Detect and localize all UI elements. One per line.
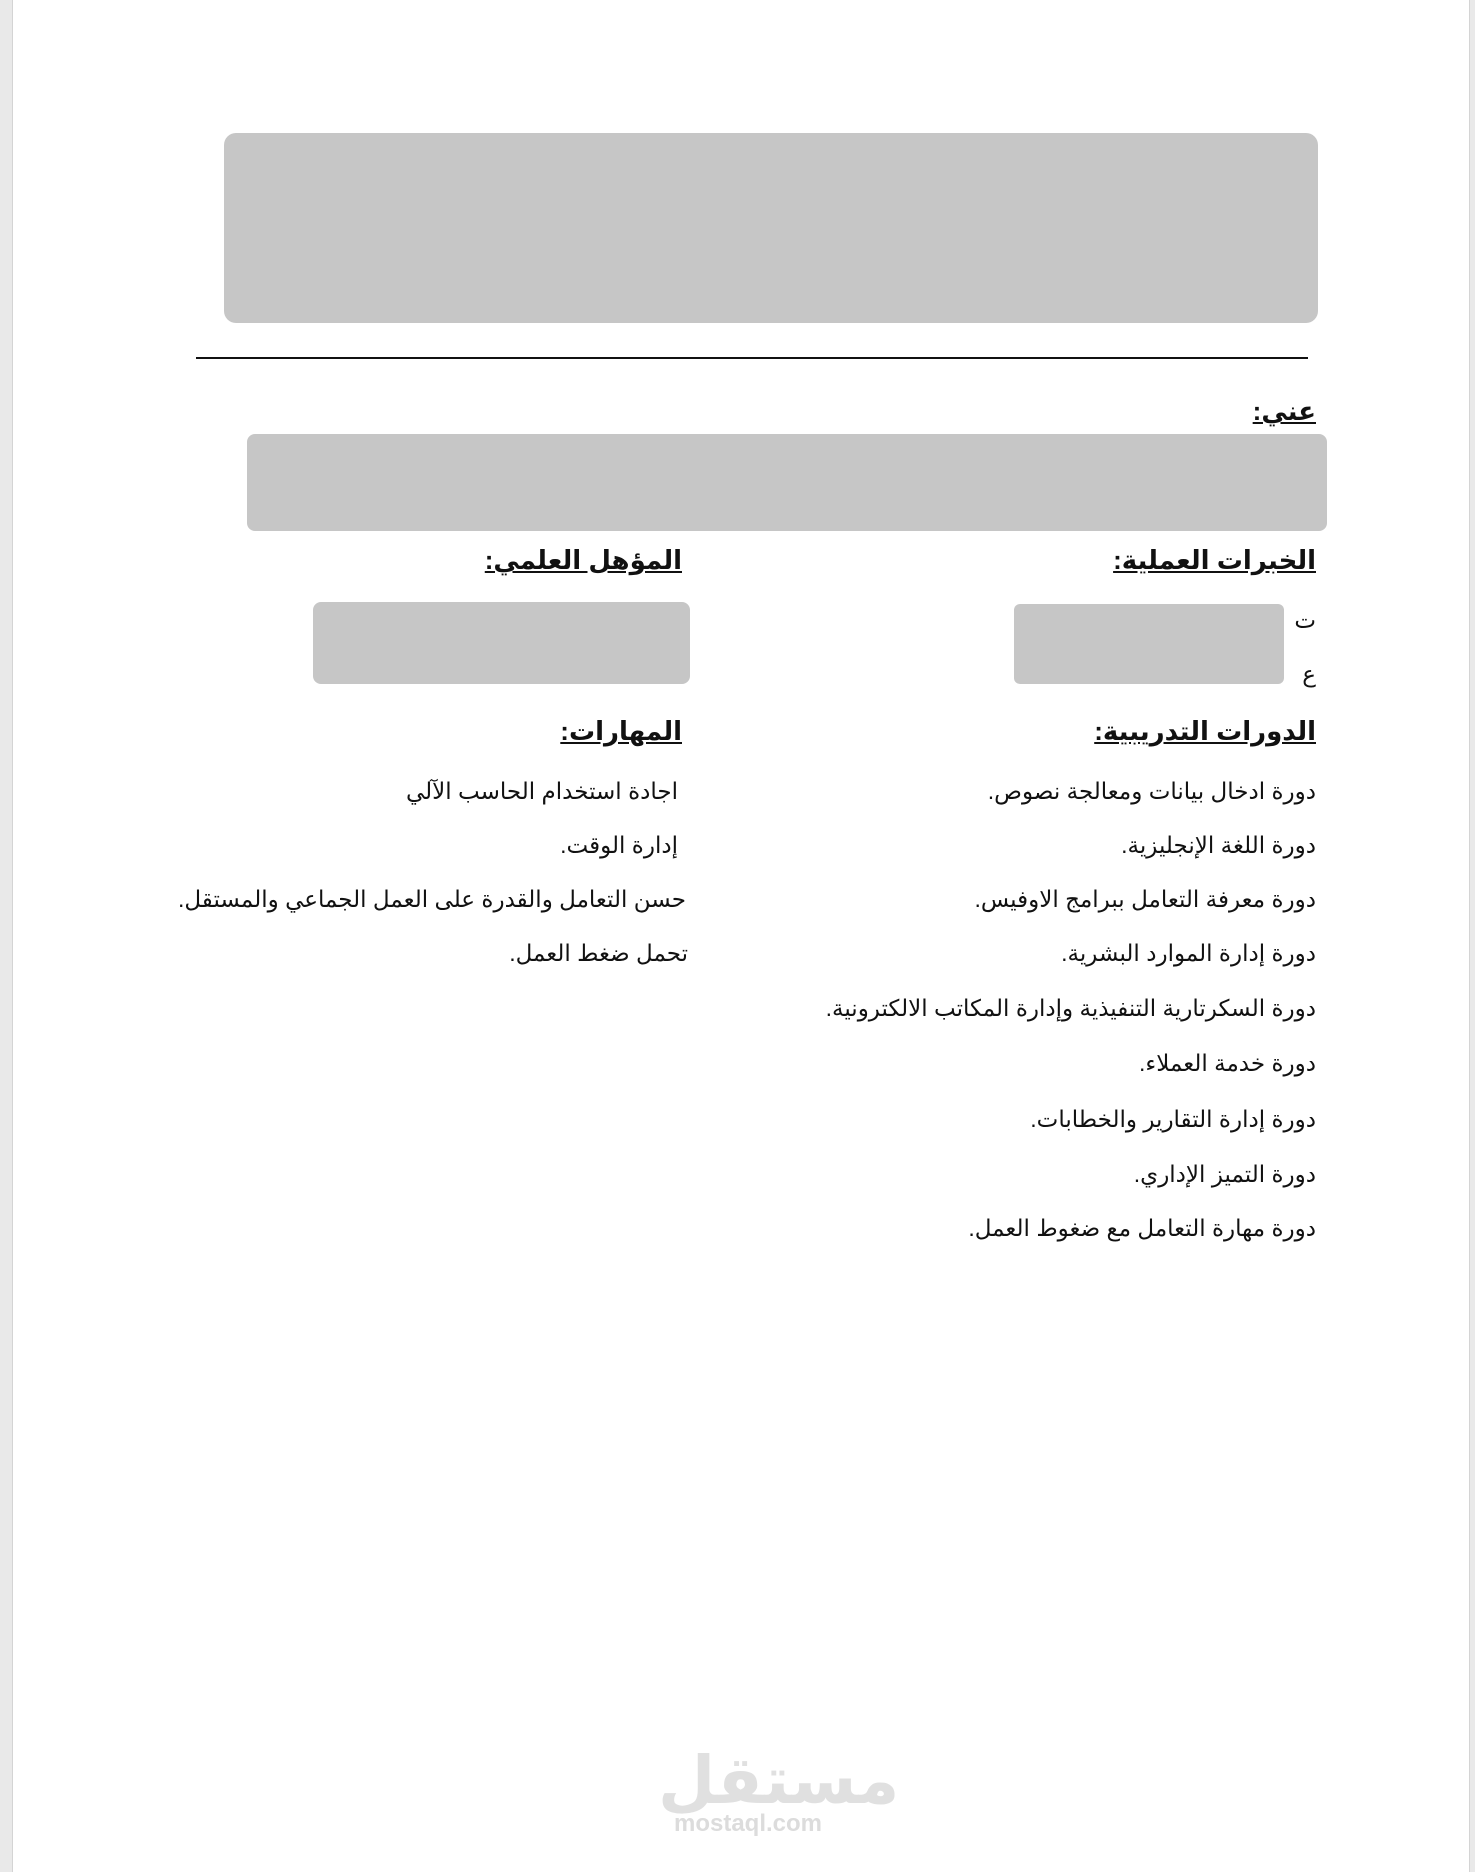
list-item: دورة السكرتارية التنفيذية وإدارة المكاتب الالكترونية.: [825, 995, 1316, 1021]
experience-redaction: [1014, 604, 1284, 684]
list-item: دورة مهارة التعامل مع ضغوط العمل.: [968, 1215, 1316, 1241]
header-redaction: [224, 133, 1318, 323]
list-item: إدارة الوقت.: [560, 832, 678, 858]
list-item: دورة اللغة الإنجليزية.: [1121, 832, 1316, 858]
document-page: [12, 0, 1470, 1872]
list-item: دورة ادخال بيانات ومعالجة نصوص.: [987, 778, 1316, 804]
header-divider: [196, 357, 1308, 359]
experience-peek-2: ع: [1302, 661, 1316, 687]
list-item: دورة إدارة الموارد البشرية.: [1061, 940, 1316, 966]
list-item: تحمل ضغط العمل.: [509, 940, 688, 966]
list-item: اجادة استخدام الحاسب الآلي: [405, 778, 678, 804]
about-redaction: [247, 434, 1327, 531]
qualification-redaction: [313, 602, 690, 684]
watermark-url: mostaql.com: [673, 1810, 823, 1837]
qualification-heading: المؤهل العلمي:: [484, 545, 682, 575]
list-item: دورة إدارة التقارير والخطابات.: [1030, 1106, 1316, 1132]
list-item: دورة خدمة العملاء.: [1139, 1050, 1316, 1076]
about-heading: عني:: [1252, 396, 1316, 426]
experience-heading: الخبرات العملية:: [1113, 545, 1316, 575]
list-item: حسن التعامل والقدرة على العمل الجماعي والمستقل.: [178, 886, 686, 912]
skills-heading: المهارات:: [560, 716, 682, 746]
experience-peek-1: ت: [1294, 607, 1316, 633]
watermark-logo: مستقل: [658, 1743, 900, 1817]
courses-heading: الدورات التدريبية:: [1094, 716, 1316, 746]
list-item: دورة معرفة التعامل ببرامج الاوفيس.: [974, 886, 1316, 912]
list-item: دورة التميز الإداري.: [1133, 1161, 1316, 1187]
